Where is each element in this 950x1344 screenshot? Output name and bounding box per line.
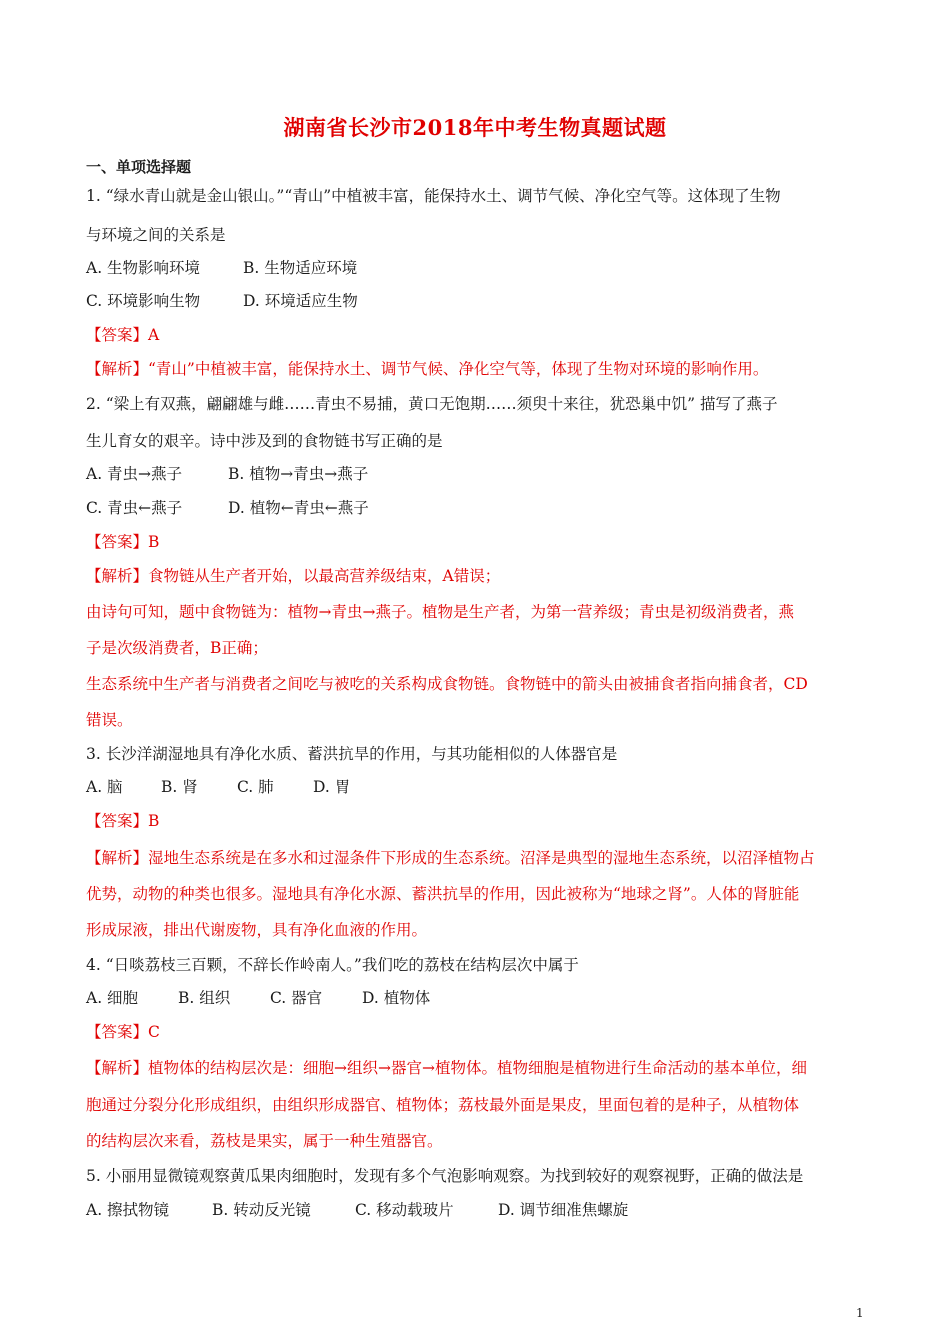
q4-options-row <box>86 988 430 1008</box>
q2-option-c: C. 青虫←燕子 <box>86 499 183 517</box>
q2-analysis-line-1: 【解析】食物链从生产者开始，以最高营养级结束，A错误； <box>86 567 501 585</box>
q1-analysis-line-1: 【解析】“青山”中植被丰富，能保持水土、调节气候、净化空气等，体现了生物对环境的影响作用。 <box>86 360 769 378</box>
q1-option-c: C. 环境影响生物 <box>86 292 201 310</box>
q4-analysis-line-2: 胞通过分裂分化形成组织，由组织形成器官、植物体；荔枝最外面是果皮，里面包着的是种子，从植物体 <box>86 1096 800 1114</box>
q3-options-row <box>86 777 350 797</box>
q4-option-d: D. 植物体 <box>362 989 431 1007</box>
q5-options-row <box>86 1200 628 1220</box>
q1-option-a: A. 生物影响环境 <box>86 259 201 277</box>
q2-analysis-line-4: 生态系统中生产者与消费者之间吃与被吃的关系构成食物链。食物链中的箭头由被捕食者指向捕食者，CD <box>86 675 808 693</box>
q5-option-b: B. 转动反光镜 <box>212 1201 311 1219</box>
q3-option-c: C. 肺 <box>237 778 274 796</box>
q1-options-row-1 <box>86 258 357 278</box>
section-heading: 一、单项选择题 <box>86 158 192 176</box>
q4-stem-line-1: 4. “日啖荔枝三百颗，不辞长作岭南人。”我们吃的荔枝在结构层次中属于 <box>86 956 579 974</box>
q3-option-d: D. 胃 <box>313 778 351 796</box>
q1-option-d: D. 环境适应生物 <box>243 292 358 310</box>
q1-stem-line-2: 与环境之间的关系是 <box>86 226 226 244</box>
q2-analysis-line-3: 子是次级消费者，B正确； <box>86 639 268 657</box>
q1-answer: 【答案】A <box>86 326 160 344</box>
q2-stem-line-2: 生儿育女的艰辛。诗中涉及到的食物链书写正确的是 <box>86 432 443 450</box>
q2-options-row-2 <box>86 498 369 518</box>
q5-stem-line-1: 5. 小丽用显微镜观察黄瓜果肉细胞时，发现有多个气泡影响观察。为找到较好的观察视野，正确的做法是 <box>86 1167 804 1185</box>
q2-options-row-1 <box>86 464 368 484</box>
q4-answer: 【答案】C <box>86 1023 160 1041</box>
page-number: 1 <box>856 1306 864 1320</box>
q1-options-row-2 <box>86 291 358 311</box>
q2-option-d: D. 植物←青虫←燕子 <box>228 499 369 517</box>
q3-answer: 【答案】B <box>86 812 160 830</box>
q2-option-b: B. 植物→青虫→燕子 <box>228 465 369 483</box>
q4-option-b: B. 组织 <box>178 989 231 1007</box>
q2-option-a: A. 青虫→燕子 <box>86 465 183 483</box>
q5-option-c: C. 移动载玻片 <box>355 1201 454 1219</box>
q3-analysis-line-3: 形成尿液，排出代谢废物，具有净化血液的作用。 <box>86 921 428 939</box>
q2-stem-line-1: 2. “梁上有双燕，翩翩雄与雌……青虫不易捕，黄口无饱期……须臾十来往，犹恐巢中饥” 描写了燕子 <box>86 395 778 413</box>
q2-analysis-line-5: 错误。 <box>86 711 133 729</box>
q3-analysis-line-2: 优势，动物的种类也很多。湿地具有净化水源、蓄洪抗旱的作用，因此被称为“地球之肾”。人体的肾脏能 <box>86 885 800 903</box>
page-title: 湖南省长沙市2018年中考生物真题试题 <box>283 115 667 140</box>
q1-stem-line-1: 1. “绿水青山就是金山银山。”“青山”中植被丰富，能保持水土、调节气候、净化空气等。这体现了生物 <box>86 187 781 205</box>
q5-option-d: D. 调节细准焦螺旋 <box>498 1201 629 1219</box>
q2-answer: 【答案】B <box>86 533 160 551</box>
q4-analysis-line-3: 的结构层次来看，荔枝是果实，属于一种生殖器官。 <box>86 1132 443 1150</box>
q4-option-a: A. 细胞 <box>86 989 139 1007</box>
q4-analysis-line-1: 【解析】植物体的结构层次是：细胞→组织→器官→植物体。植物细胞是植物进行生命活动的基本单位，细 <box>86 1059 807 1077</box>
q3-analysis-line-1: 【解析】湿地生态系统是在多水和过湿条件下形成的生态系统。沼泽是典型的湿地生态系统，以沼泽植物占 <box>86 849 815 867</box>
q3-option-a: A. 脑 <box>86 778 123 796</box>
q3-stem-line-1: 3. 长沙洋湖湿地具有净化水质、蓄洪抗旱的作用，与其功能相似的人体器官是 <box>86 745 618 763</box>
q3-option-b: B. 肾 <box>161 778 198 796</box>
q4-option-c: C. 器官 <box>270 989 323 1007</box>
q1-option-b: B. 生物适应环境 <box>243 259 358 277</box>
q5-option-a: A. 擦拭物镜 <box>86 1201 170 1219</box>
q2-analysis-line-2: 由诗句可知，题中食物链为：植物→青虫→燕子。植物是生产者，为第一营养级；青虫是初级消费者，燕 <box>86 603 794 621</box>
